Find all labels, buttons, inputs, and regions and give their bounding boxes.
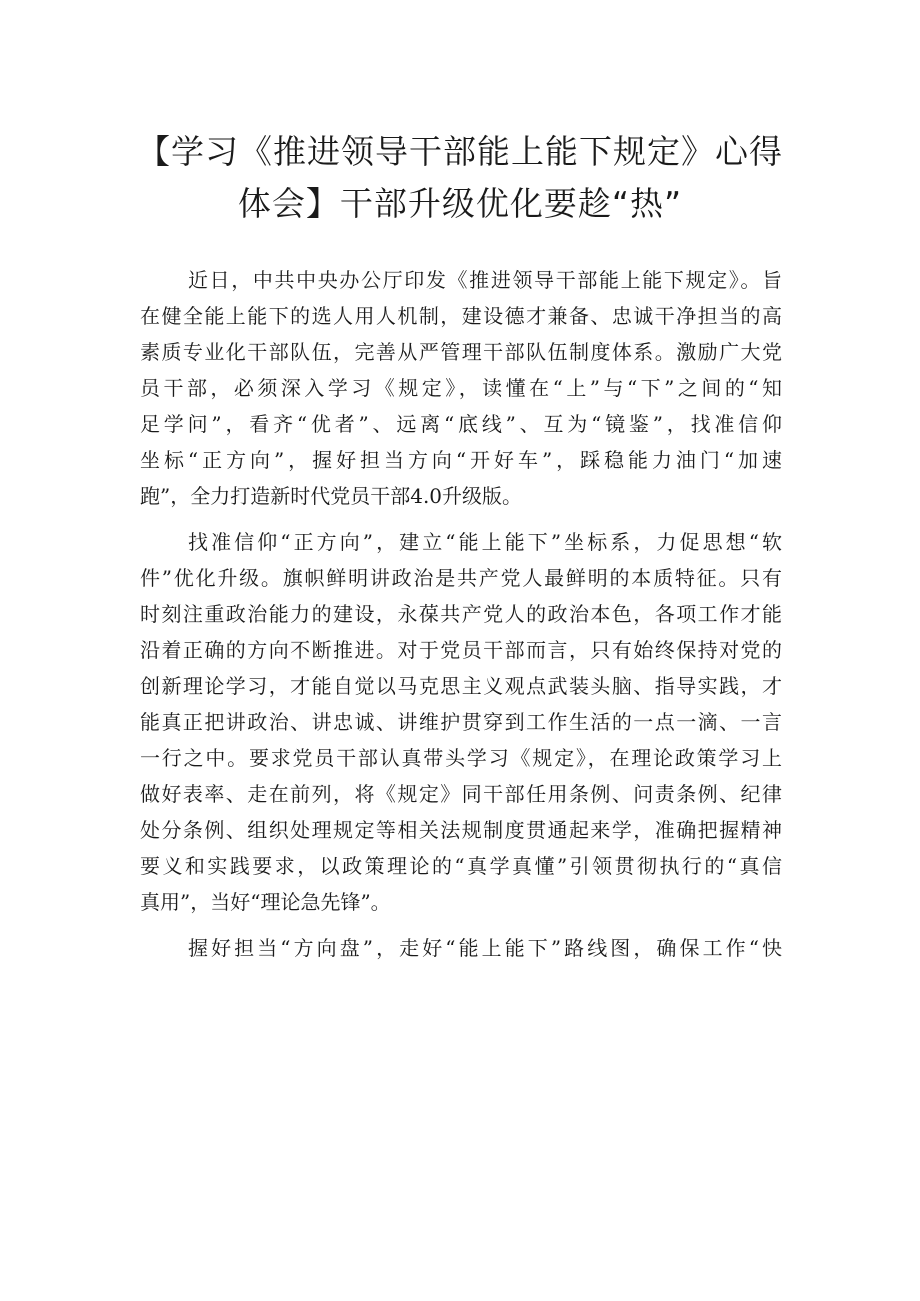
- text-line: 握好担当“方向盘”，走好“能上能下”路线图，确保工作“快: [188, 936, 782, 960]
- text-line: 素质专业化干部队伍，完善从严管理干部队伍制度体系。激励广大党: [140, 340, 782, 364]
- title-line-2: 体会】干部升级优化要趁“热”: [237, 184, 683, 223]
- paragraph-3: [140, 930, 782, 966]
- text-line: 在健全能上能下的选人用人机制，建设德才兼备、忠诚干净担当的高: [140, 304, 782, 328]
- text-line: 跑”，全力打造新时代党员干部4.0升级版。: [140, 484, 523, 508]
- text-line: 足学问”，看齐“优者”、远离“底线”、互为“镜鉴”，找准信仰: [140, 412, 782, 436]
- text-line: 员干部，必须深入学习《规定》，读懂在“上”与“下”之间的“知: [140, 376, 782, 400]
- document-body: [140, 262, 782, 966]
- text-line: 要义和实践要求，以政策理论的“真学真懂”引领贯彻执行的“真信: [140, 854, 782, 878]
- text-line: 创新理论学习，才能自觉以马克思主义观点武装头脑、指导实践，才: [140, 674, 782, 698]
- text-line: 时刻注重政治能力的建设，永葆共产党人的政治本色，各项工作才能: [140, 602, 782, 626]
- document-title: [130, 126, 790, 230]
- title-line-1: 【学习《推进领导干部能上能下规定》心得: [137, 132, 783, 171]
- text-line: 坐标“正方向”，握好担当方向“开好车”，踩稳能力油门“加速: [140, 448, 782, 472]
- paragraph-1: [140, 262, 782, 514]
- text-line: 近日，中共中央办公厅印发《推进领导干部能上能下规定》。旨: [188, 268, 782, 292]
- text-line: 处分条例、组织处理规定等相关法规制度贯通起来学，准确把握精神: [140, 818, 782, 842]
- text-line: 沿着正确的方向不断推进。对于党员干部而言，只有始终保持对党的: [140, 638, 782, 662]
- text-line: 做好表率、走在前列，将《规定》同干部任用条例、问责条例、纪律: [140, 782, 782, 806]
- text-line: 能真正把讲政治、讲忠诚、讲维护贯穿到工作生活的一点一滴、一言: [140, 710, 782, 734]
- text-line: 件”优化升级。旗帜鲜明讲政治是共产党人最鲜明的本质特征。只有: [140, 566, 782, 590]
- text-line: 真用”，当好“理论急先锋”。: [140, 890, 391, 914]
- paragraph-2: [140, 524, 782, 920]
- text-line: 一行之中。要求党员干部认真带头学习《规定》，在理论政策学习上: [140, 746, 782, 770]
- text-line: 找准信仰“正方向”，建立“能上能下”坐标系，力促思想“软: [188, 530, 782, 554]
